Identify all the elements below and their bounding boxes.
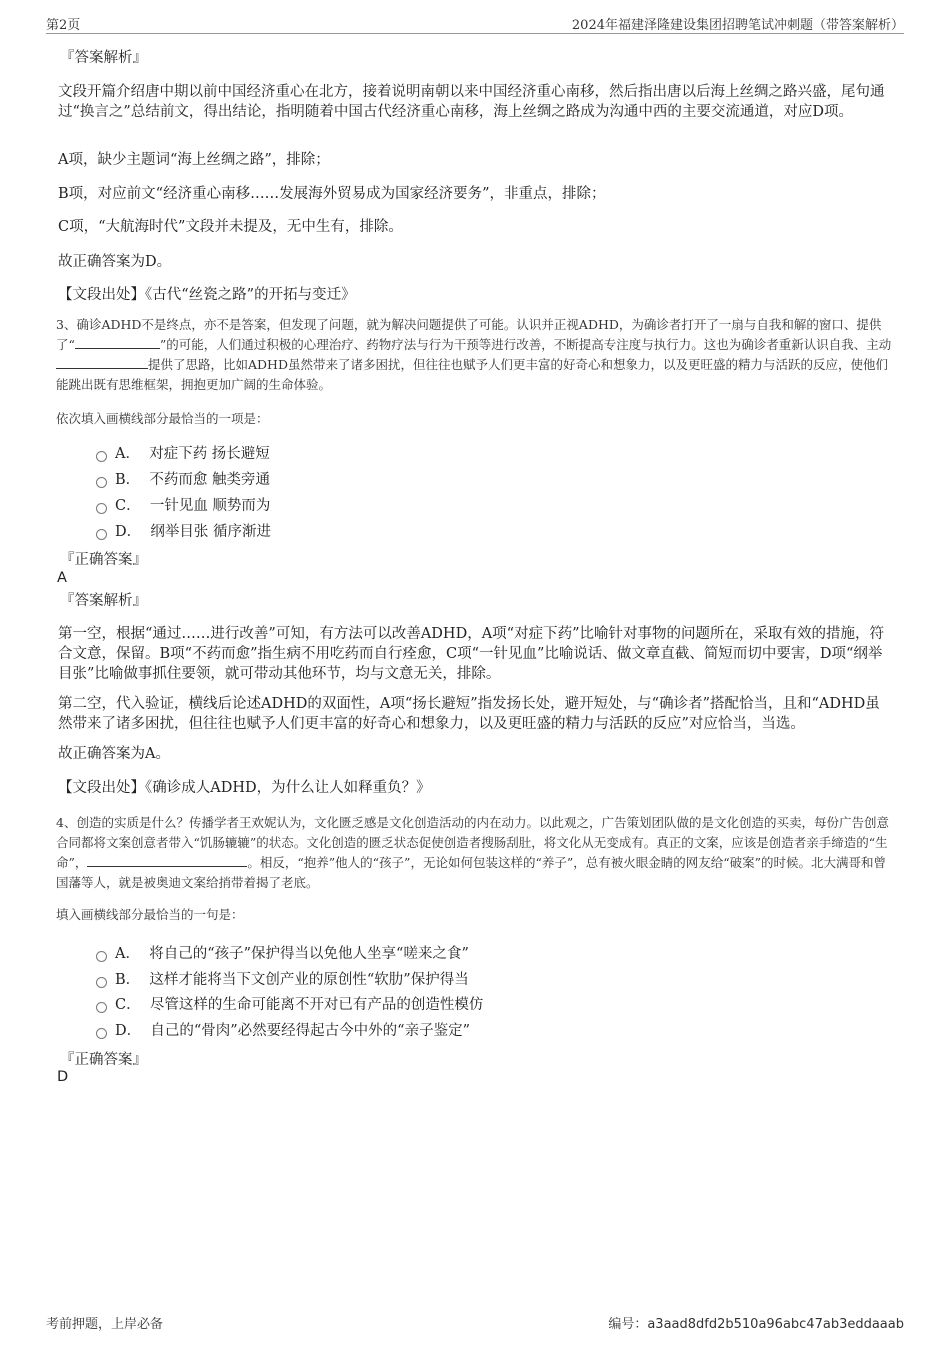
radio-icon[interactable]	[96, 529, 107, 540]
q3-answer: A	[57, 570, 67, 586]
q3-analysis-p1: 第一空，根据“通过……进行改善”可知，有方法可以改善ADHD，A项“对症下药”比喻针对事物的问题所在，采取有效的措施，符合文意，保留。B项“不药而愈”指生病不用吃药而自行痊愈，C项“一针见血”比喻说话、做文章直截、简短而切中要害，D项“纲举目张”比喻做事抓住要领，就可带动其他环节，均与文意无关，排除。	[58, 626, 884, 682]
q4-option-c[interactable]	[96, 995, 483, 1017]
radio-icon[interactable]	[96, 477, 107, 488]
q2-analysis-option-b: B项，对应前文“经济重心南移……发展海外贸易成为国家经济要务”，非重点，排除；	[58, 186, 606, 202]
radio-icon[interactable]	[96, 503, 107, 514]
page-header	[46, 14, 904, 32]
q3-option-c[interactable]	[96, 496, 270, 518]
q4-option-c-text: 尽管这样的生命可能离不开对已有产品的创造性模仿	[149, 997, 484, 1013]
q4-option-b[interactable]	[96, 970, 469, 992]
q4-option-a-text: 将自己的“孩子”保护得当以免他人坐享“嗟来之食”	[149, 946, 469, 962]
q3-answer-label: 『正确答案』	[60, 552, 147, 568]
radio-icon[interactable]	[96, 951, 107, 962]
q3-option-b-key: B．	[115, 472, 141, 488]
q3-option-b-text: 不药而愈 触类旁通	[149, 472, 270, 488]
header-divider	[46, 33, 904, 34]
document-title: 2024年福建泽隆建设集团招聘笔试冲刺题（带答案解析）	[571, 18, 904, 33]
q3-stem-part-3: 提供了思路，比如ADHD虽然带来了诸多困扰，但往往也赋予人们更丰富的好奇心和想象力，以及更旺盛的精力与活跃的反应，使他们能跳出既有思维框架，拥抱更加广阔的生命体验。	[56, 357, 888, 392]
q3-option-a-text: 对症下药 扬长避短	[149, 446, 270, 462]
q3-blank-2	[56, 355, 148, 369]
q3-option-d-key: D．	[115, 524, 142, 540]
q4-stem	[56, 813, 898, 893]
q3-stem-part-2: ”的可能，人们通过积极的心理治疗、药物疗法与行为干预等进行改善，不断提高专注度与执行力。这也为确诊者重新认识自我、主动	[159, 337, 892, 352]
q3-analysis-p2: 第二空，代入验证，横线后论述ADHD的双面性，A项“扬长避短”指发扬长处，避开短处，与“确诊者”搭配恰当，且和“ADHD虽然带来了诸多困扰，但往往也赋予人们更丰富的好奇心和想象力，以及更旺盛的精力与活跃的反应”对应恰当，当选。	[58, 696, 880, 732]
q3-option-d[interactable]	[96, 522, 271, 544]
q3-option-d-text: 纲举目张 循序渐进	[150, 524, 271, 540]
q3-source: 【文段出处】《确诊成人ADHD，为什么让人如释重负？》	[58, 780, 431, 796]
q3-option-b[interactable]	[96, 470, 270, 492]
q3-analysis-label: 『答案解析』	[60, 593, 147, 609]
q3-option-a[interactable]	[96, 444, 270, 466]
footer-code-label: 编号：	[608, 1317, 648, 1332]
radio-icon[interactable]	[96, 1002, 107, 1013]
page-number: 第2页	[46, 18, 81, 33]
q4-option-d[interactable]	[96, 1021, 470, 1043]
q2-conclusion: 故正确答案为D。	[58, 254, 172, 270]
q3-option-c-text: 一针见血 顺势而为	[149, 498, 271, 514]
q4-stem-part-1: 4、创造的实质是什么？传播学者王欢妮认为，文化匮乏感是文化创造活动的内在动力。以此观之，广告策划团队做的是文化创造的买卖，每份广告创意合同都将文案创意者带入“饥肠辘辘”的状态。文化创造的匮乏状态促使创造者搜肠刮肚，将文化从无变成有。真正的文案，应该是创造者亲手缔造的“生命”，	[56, 815, 889, 870]
q4-blank	[87, 853, 247, 867]
q3-option-a-key: A．	[115, 446, 140, 462]
q3-option-c-key: C．	[115, 498, 141, 514]
radio-icon[interactable]	[96, 451, 107, 462]
q2-analysis-label: 『答案解析』	[60, 50, 147, 66]
q3-stem	[56, 315, 898, 395]
q4-option-d-key: D．	[115, 1023, 142, 1039]
q4-prompt: 填入画横线部分最恰当的一句是：	[56, 907, 244, 922]
q4-option-a-key: A．	[115, 946, 140, 962]
q3-blank-1	[75, 335, 160, 349]
page-footer	[46, 1313, 904, 1331]
q2-analysis-option-c: C项，“大航海时代”文段并未提及，无中生有，排除。	[58, 219, 403, 235]
q4-answer-label: 『正确答案』	[60, 1052, 147, 1068]
q3-conclusion: 故正确答案为A。	[58, 746, 170, 762]
footer-slogan: 考前押题，上岸必备	[46, 1317, 164, 1332]
q2-analysis-p1: 文段开篇介绍唐中期以前中国经济重心在北方，接着说明南朝以来中国经济重心南移，然后指出唐以后海上丝绸之路兴盛，尾句通过“换言之”总结前文，得出结论，指明随着中国古代经济重心南移，海上丝绸之路成为沟通中西的主要交流通道，对应D项。	[58, 84, 885, 120]
q4-option-a[interactable]	[96, 944, 469, 966]
q4-answer: D	[57, 1069, 69, 1085]
footer-code	[608, 1313, 904, 1332]
footer-code-value: a3aad8dfd2b510a96abc47ab3eddaaab	[647, 1317, 904, 1332]
radio-icon[interactable]	[96, 1028, 107, 1039]
q3-stem-part-1: 3、确诊ADHD不是终点，亦不是答案，但发现了问题，就为解决问题提供了可能。认识并正视ADHD，为确诊者打开了一扇与自我和解的窗口、提供了“	[56, 317, 882, 352]
q2-source: 【文段出处】《古代“丝瓷之路”的开拓与变迁》	[58, 287, 356, 303]
q4-option-b-text: 这样才能将当下文创产业的原创性“软肋”保护得当	[149, 972, 469, 988]
q4-option-d-text: 自己的“骨肉”必然要经得起古今中外的“亲子鉴定”	[150, 1023, 471, 1039]
radio-icon[interactable]	[96, 977, 107, 988]
q3-prompt: 依次填入画横线部分最恰当的一项是：	[56, 411, 269, 426]
q4-option-c-key: C．	[115, 997, 141, 1013]
q4-option-b-key: B．	[115, 972, 141, 988]
q4-stem-part-2: 。相反，“抱养”他人的“孩子”，无论如何包装这样的“养子”，总有被火眼金睛的网友给“破案”的时候。北大满哥和曾国藩等人，就是被奥迪文案给捎带着揭了老底。	[56, 855, 887, 890]
q2-analysis-option-a: A项，缺少主题词“海上丝绸之路”，排除；	[58, 152, 330, 168]
